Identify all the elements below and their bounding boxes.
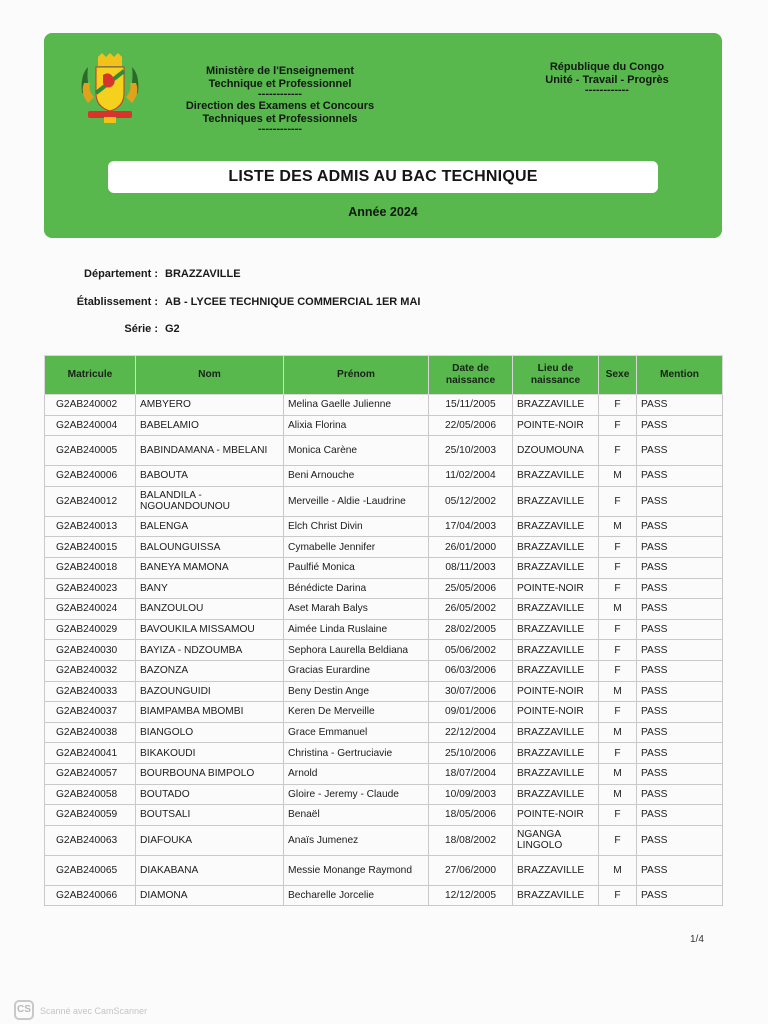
cell-mention: PASS	[637, 516, 723, 537]
header-banner	[44, 33, 722, 238]
ministry-block	[162, 65, 398, 135]
cell-matricule: G2AB240066	[45, 885, 136, 906]
cell-sexe: M	[599, 599, 637, 620]
table-row	[45, 681, 723, 702]
cell-date-naissance: 18/05/2006	[429, 805, 513, 826]
etablissement-label: Établissement :	[76, 296, 158, 308]
cell-sexe: F	[599, 885, 637, 906]
table-row	[45, 743, 723, 764]
cell-mention: PASS	[637, 619, 723, 640]
cell-date-naissance: 08/11/2003	[429, 557, 513, 578]
cell-prenom: Arnold	[284, 763, 429, 784]
cell-date-naissance: 10/09/2003	[429, 784, 513, 805]
table-row	[45, 486, 723, 516]
camscanner-watermark: Scanné avec CamScanner	[40, 1006, 148, 1016]
camscanner-logo: CS	[14, 1000, 34, 1020]
cell-date-naissance: 27/06/2000	[429, 855, 513, 885]
republic-block	[522, 61, 692, 95]
exam-year: Année 2024	[348, 205, 418, 219]
cell-matricule: G2AB240002	[45, 395, 136, 416]
cell-mention: PASS	[637, 599, 723, 620]
cell-matricule: G2AB240024	[45, 599, 136, 620]
cell-matricule: G2AB240041	[45, 743, 136, 764]
cell-nom: BIAMPAMBA MBOMBI	[136, 702, 284, 723]
cell-sexe: F	[599, 805, 637, 826]
cell-nom: DIAFOUKA	[136, 825, 284, 855]
cell-sexe: M	[599, 784, 637, 805]
cell-matricule: G2AB240032	[45, 660, 136, 681]
direction-line-2: Techniques et Professionnels	[202, 113, 358, 125]
cell-date-naissance: 09/01/2006	[429, 702, 513, 723]
cell-prenom: Monica Carène	[284, 436, 429, 466]
cell-mention: PASS	[637, 805, 723, 826]
cell-nom: BAVOUKILA MISSAMOU	[136, 619, 284, 640]
coat-of-arms-icon	[74, 53, 146, 125]
cell-sexe: F	[599, 743, 637, 764]
cell-nom: BABOUTA	[136, 466, 284, 487]
cell-date-naissance: 30/07/2006	[429, 681, 513, 702]
cell-lieu-naissance: BRAZZAVILLE	[513, 537, 599, 558]
cell-matricule: G2AB240029	[45, 619, 136, 640]
cell-mention: PASS	[637, 415, 723, 436]
cell-mention: PASS	[637, 763, 723, 784]
cell-mention: PASS	[637, 825, 723, 855]
cell-sexe: M	[599, 466, 637, 487]
cell-lieu-naissance: POINTE-NOIR	[513, 805, 599, 826]
cell-matricule: G2AB240058	[45, 784, 136, 805]
cell-prenom: Sephora Laurella Beldiana	[284, 640, 429, 661]
direction-separator: ------------	[258, 123, 302, 135]
cell-sexe: F	[599, 702, 637, 723]
cell-mention: PASS	[637, 784, 723, 805]
cell-matricule: G2AB240012	[45, 486, 136, 516]
republic-motto: Unité - Travail - Progrès	[545, 74, 669, 86]
cell-date-naissance: 05/06/2002	[429, 640, 513, 661]
etablissement-value: AB - LYCEE TECHNIQUE COMMERCIAL 1ER MAI	[165, 296, 421, 308]
table-row	[45, 885, 723, 906]
departement-value: BRAZZAVILLE	[165, 268, 241, 280]
cell-lieu-naissance: BRAZZAVILLE	[513, 784, 599, 805]
cell-matricule: G2AB240004	[45, 415, 136, 436]
table-row	[45, 395, 723, 416]
departement-label: Département :	[84, 268, 158, 280]
cell-nom: DIAMONA	[136, 885, 284, 906]
column-header-nom: Nom	[136, 356, 284, 395]
cell-prenom: Paulfié Monica	[284, 557, 429, 578]
cell-lieu-naissance: BRAZZAVILLE	[513, 660, 599, 681]
cell-matricule: G2AB240037	[45, 702, 136, 723]
cell-date-naissance: 12/12/2005	[429, 885, 513, 906]
cell-mention: PASS	[637, 640, 723, 661]
table-header-row	[45, 356, 723, 395]
table-row	[45, 722, 723, 743]
cell-mention: PASS	[637, 855, 723, 885]
cell-nom: BALOUNGUISSA	[136, 537, 284, 558]
cell-prenom: Alixia Florina	[284, 415, 429, 436]
cell-matricule: G2AB240015	[45, 537, 136, 558]
cell-matricule: G2AB240013	[45, 516, 136, 537]
cell-lieu-naissance: POINTE-NOIR	[513, 681, 599, 702]
table-row	[45, 805, 723, 826]
ministry-line-1: Ministère de l'Enseignement	[205, 65, 355, 77]
table-row	[45, 619, 723, 640]
cell-matricule: G2AB240059	[45, 805, 136, 826]
admitted-students-table	[44, 355, 723, 906]
cell-date-naissance: 17/04/2003	[429, 516, 513, 537]
cell-nom: BANEYA MAMONA	[136, 557, 284, 578]
cell-prenom: Aset Marah Balys	[284, 599, 429, 620]
cell-nom: BANZOULOU	[136, 599, 284, 620]
cell-prenom: Bénédicte Darina	[284, 578, 429, 599]
cell-matricule: G2AB240038	[45, 722, 136, 743]
cell-date-naissance: 25/10/2003	[429, 436, 513, 466]
column-header-sexe: Sexe	[599, 356, 637, 395]
cell-prenom: Anaïs Jumenez	[284, 825, 429, 855]
cell-prenom: Gracias Eurardine	[284, 660, 429, 681]
cell-matricule: G2AB240033	[45, 681, 136, 702]
cell-nom: BIKAKOUDI	[136, 743, 284, 764]
cell-lieu-naissance: BRAZZAVILLE	[513, 486, 599, 516]
cell-date-naissance: 22/12/2004	[429, 722, 513, 743]
column-header-lieu-naissance: Lieu de naissance	[513, 356, 599, 395]
cell-lieu-naissance: BRAZZAVILLE	[513, 516, 599, 537]
cell-lieu-naissance: BRAZZAVILLE	[513, 599, 599, 620]
cell-mention: PASS	[637, 681, 723, 702]
republic-name: République du Congo	[549, 61, 665, 73]
cell-matricule: G2AB240018	[45, 557, 136, 578]
cell-nom: BANY	[136, 578, 284, 599]
cell-lieu-naissance: BRAZZAVILLE	[513, 640, 599, 661]
cell-mention: PASS	[637, 702, 723, 723]
cell-sexe: M	[599, 722, 637, 743]
cell-prenom: Aimée Linda Ruslaine	[284, 619, 429, 640]
cell-prenom: Christina - Gertruciavie	[284, 743, 429, 764]
ministry-line-2: Technique et Professionnel	[208, 78, 352, 90]
cell-sexe: M	[599, 516, 637, 537]
cell-mention: PASS	[637, 537, 723, 558]
cell-lieu-naissance: BRAZZAVILLE	[513, 763, 599, 784]
cell-sexe: F	[599, 825, 637, 855]
cell-prenom: Beni Arnouche	[284, 466, 429, 487]
cell-nom: BALANDILA - NGOUANDOUNOU	[136, 486, 284, 516]
cell-prenom: Messie Monange Raymond	[284, 855, 429, 885]
cell-lieu-naissance: BRAZZAVILLE	[513, 619, 599, 640]
column-header-matricule: Matricule	[45, 356, 136, 395]
cell-nom: BOURBOUNA BIMPOLO	[136, 763, 284, 784]
cell-mention: PASS	[637, 395, 723, 416]
cell-lieu-naissance: DZOUMOUNA	[513, 436, 599, 466]
cell-lieu-naissance: BRAZZAVILLE	[513, 855, 599, 885]
table-row	[45, 763, 723, 784]
cell-mention: PASS	[637, 722, 723, 743]
cell-mention: PASS	[637, 660, 723, 681]
cell-date-naissance: 05/12/2002	[429, 486, 513, 516]
cell-date-naissance: 28/02/2005	[429, 619, 513, 640]
cell-nom: BOUTADO	[136, 784, 284, 805]
cell-lieu-naissance: BRAZZAVILLE	[513, 743, 599, 764]
table-row	[45, 415, 723, 436]
cell-nom: BOUTSALI	[136, 805, 284, 826]
cell-prenom: Merveille - Aldie -Laudrine	[284, 486, 429, 516]
table-row	[45, 660, 723, 681]
cell-date-naissance: 18/08/2002	[429, 825, 513, 855]
cell-prenom: Becharelle Jorcelie	[284, 885, 429, 906]
cell-mention: PASS	[637, 466, 723, 487]
cell-prenom: Cymabelle Jennifer	[284, 537, 429, 558]
ministry-separator: ------------	[258, 88, 302, 100]
cell-prenom: Benaël	[284, 805, 429, 826]
cell-nom: BALENGA	[136, 516, 284, 537]
cell-nom: BABELAMIO	[136, 415, 284, 436]
cell-matricule: G2AB240063	[45, 825, 136, 855]
cell-date-naissance: 25/05/2006	[429, 578, 513, 599]
cell-nom: DIAKABANA	[136, 855, 284, 885]
cell-nom: BIANGOLO	[136, 722, 284, 743]
table-row	[45, 702, 723, 723]
serie-value: G2	[165, 323, 180, 335]
column-header-mention: Mention	[637, 356, 723, 395]
cell-sexe: F	[599, 415, 637, 436]
column-header-prenom: Prénom	[284, 356, 429, 395]
table-row	[45, 516, 723, 537]
cell-sexe: M	[599, 855, 637, 885]
cell-matricule: G2AB240006	[45, 466, 136, 487]
cell-lieu-naissance: BRAZZAVILLE	[513, 722, 599, 743]
cell-prenom: Gloire - Jeremy - Claude	[284, 784, 429, 805]
table-row	[45, 557, 723, 578]
cell-date-naissance: 25/10/2006	[429, 743, 513, 764]
cell-prenom: Keren De Merveille	[284, 702, 429, 723]
cell-matricule: G2AB240005	[45, 436, 136, 466]
table-row	[45, 466, 723, 487]
cell-sexe: F	[599, 395, 637, 416]
cell-matricule: G2AB240065	[45, 855, 136, 885]
cell-lieu-naissance: POINTE-NOIR	[513, 702, 599, 723]
column-header-date-naissance: Date de naissance	[429, 356, 513, 395]
cell-matricule: G2AB240030	[45, 640, 136, 661]
table-row	[45, 855, 723, 885]
table-row	[45, 825, 723, 855]
cell-lieu-naissance: POINTE-NOIR	[513, 578, 599, 599]
cell-date-naissance: 26/01/2000	[429, 537, 513, 558]
cell-lieu-naissance: BRAZZAVILLE	[513, 885, 599, 906]
cell-prenom: Grace Emmanuel	[284, 722, 429, 743]
cell-mention: PASS	[637, 557, 723, 578]
cell-prenom: Beny Destin Ange	[284, 681, 429, 702]
republic-separator: ------------	[585, 84, 629, 96]
cell-mention: PASS	[637, 885, 723, 906]
serie-label: Série :	[124, 323, 158, 335]
cell-sexe: F	[599, 640, 637, 661]
table-row	[45, 537, 723, 558]
cell-mention: PASS	[637, 743, 723, 764]
cell-mention: PASS	[637, 578, 723, 599]
cell-matricule: G2AB240057	[45, 763, 136, 784]
cell-date-naissance: 26/05/2002	[429, 599, 513, 620]
table-body	[45, 395, 723, 906]
table-row	[45, 640, 723, 661]
page-number: 1/4	[690, 934, 704, 945]
cell-nom: BAZONZA	[136, 660, 284, 681]
cell-date-naissance: 18/07/2004	[429, 763, 513, 784]
cell-date-naissance: 06/03/2006	[429, 660, 513, 681]
cell-sexe: F	[599, 537, 637, 558]
direction-line-1: Direction des Examens et Concours	[185, 100, 375, 112]
cell-sexe: F	[599, 486, 637, 516]
cell-lieu-naissance: NGANGA LINGOLO	[513, 825, 599, 855]
cell-lieu-naissance: BRAZZAVILLE	[513, 466, 599, 487]
cell-prenom: Elch Christ Divin	[284, 516, 429, 537]
cell-matricule: G2AB240023	[45, 578, 136, 599]
table-row	[45, 578, 723, 599]
cell-mention: PASS	[637, 486, 723, 516]
document-title: LISTE DES ADMIS AU BAC TECHNIQUE	[108, 161, 658, 193]
cell-lieu-naissance: BRAZZAVILLE	[513, 395, 599, 416]
cell-nom: AMBYERO	[136, 395, 284, 416]
cell-sexe: F	[599, 660, 637, 681]
cell-sexe: F	[599, 619, 637, 640]
cell-sexe: F	[599, 557, 637, 578]
cell-date-naissance: 15/11/2005	[429, 395, 513, 416]
cell-nom: BABINDAMANA - MBELANI	[136, 436, 284, 466]
cell-sexe: F	[599, 578, 637, 599]
cell-nom: BAYIZA - NDZOUMBA	[136, 640, 284, 661]
cell-prenom: Melina Gaelle Julienne	[284, 395, 429, 416]
cell-date-naissance: 11/02/2004	[429, 466, 513, 487]
cell-sexe: M	[599, 763, 637, 784]
table-row	[45, 784, 723, 805]
table-row	[45, 436, 723, 466]
cell-lieu-naissance: POINTE-NOIR	[513, 415, 599, 436]
cell-mention: PASS	[637, 436, 723, 466]
cell-lieu-naissance: BRAZZAVILLE	[513, 557, 599, 578]
table-row	[45, 599, 723, 620]
cell-sexe: M	[599, 681, 637, 702]
cell-nom: BAZOUNGUIDI	[136, 681, 284, 702]
cell-date-naissance: 22/05/2006	[429, 415, 513, 436]
cell-sexe: F	[599, 436, 637, 466]
